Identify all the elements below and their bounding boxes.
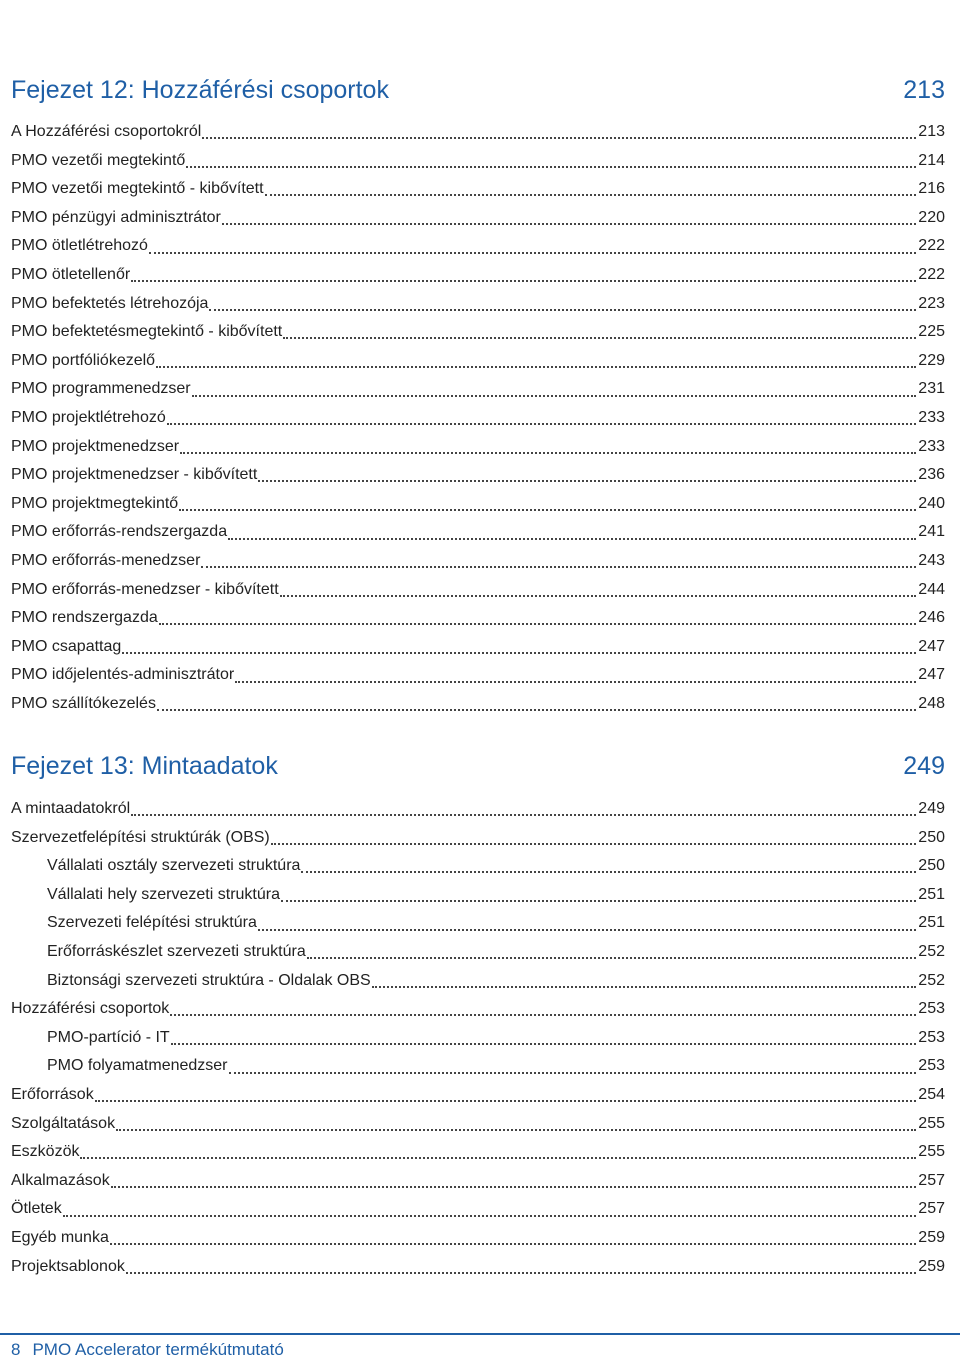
toc-entry[interactable] (11, 576, 945, 605)
toc-entry-page: 252 (918, 971, 945, 989)
toc-entry[interactable] (11, 118, 945, 147)
toc-entry-label: Biztonsági szervezeti struktúra - Oldalak OBS (47, 971, 371, 989)
chapter-title: Fejezet 13: Mintaadatok (11, 752, 278, 780)
toc-entry-page: 252 (918, 942, 945, 960)
chapter-heading[interactable] (11, 76, 945, 105)
dot-leader (301, 871, 916, 873)
dot-leader (265, 194, 917, 196)
toc-entry-page: 247 (918, 637, 945, 655)
dot-leader (209, 309, 916, 311)
toc-entry[interactable] (11, 261, 945, 290)
dot-leader (222, 223, 916, 225)
toc-entry[interactable] (11, 318, 945, 347)
dot-leader (95, 1100, 917, 1102)
dot-leader (159, 623, 917, 625)
toc-entry-label: PMO befektetésmegtekintő - kibővített (11, 323, 283, 341)
dot-leader (192, 395, 917, 397)
toc-entry-page: 250 (918, 857, 945, 875)
toc-entry[interactable] (11, 1110, 945, 1139)
toc-entry[interactable] (11, 661, 945, 690)
dot-leader (258, 480, 916, 482)
toc-entry-label: PMO erőforrás-rendszergazda (11, 523, 228, 541)
toc-entry[interactable] (11, 347, 945, 376)
footer-page-number: 8 (11, 1340, 21, 1359)
toc-entry-page: 259 (918, 1257, 945, 1275)
toc-entry-page: 249 (918, 800, 945, 817)
toc-entry[interactable] (11, 433, 945, 462)
dot-leader (122, 652, 916, 654)
dot-leader (170, 1014, 916, 1016)
toc-entry-label: Projektsablonok (11, 1257, 125, 1275)
toc-entry[interactable] (11, 547, 945, 576)
toc-entry-page: 243 (918, 551, 945, 569)
toc-entry-label: PMO projektmenedzser (11, 437, 180, 455)
dot-leader (131, 814, 916, 816)
toc-entry-label: Erőforráskészlet szervezeti struktúra (47, 942, 306, 960)
toc-entry[interactable] (11, 232, 945, 261)
toc-entry-page: 253 (918, 1028, 945, 1046)
toc-entry-page: 255 (918, 1114, 945, 1132)
page-footer (0, 1326, 960, 1362)
toc-entry-label: A Hozzáférési csoportokról (11, 123, 202, 140)
dot-leader (171, 1043, 917, 1045)
toc-entry[interactable] (11, 147, 945, 176)
toc-entry-list (11, 118, 945, 718)
chapter-heading[interactable] (11, 752, 945, 781)
toc-entry-page: 236 (918, 466, 945, 484)
toc-entry-page: 247 (918, 666, 945, 684)
footer-title: PMO Accelerator termékútmutató (32, 1340, 284, 1359)
toc-entry[interactable] (11, 604, 945, 633)
toc-entry-label: PMO pénzügyi adminisztrátor (11, 208, 221, 226)
toc-entry[interactable] (11, 1081, 945, 1110)
toc-entry[interactable] (11, 995, 945, 1024)
toc-entry[interactable] (11, 633, 945, 662)
footer-text (11, 1340, 284, 1360)
toc-entry-page: 253 (918, 1000, 945, 1018)
toc-entry-label: PMO projektmegtekintő (11, 494, 179, 512)
dot-leader (229, 1072, 917, 1074)
toc-entry-label: PMO időjelentés-adminisztrátor (11, 666, 235, 684)
toc-entry[interactable] (11, 909, 945, 938)
footer-rule (0, 1333, 960, 1335)
toc-entry-page: 222 (918, 265, 945, 283)
dot-leader (201, 566, 916, 568)
toc-entry-page: 244 (918, 580, 945, 598)
dot-leader (116, 1129, 916, 1131)
toc-entry-page: 253 (918, 1057, 945, 1075)
toc-entry-page: 214 (918, 151, 945, 169)
toc-entry[interactable] (11, 1052, 945, 1081)
dot-leader (80, 1157, 916, 1159)
dot-leader (258, 929, 916, 931)
toc-entry-label: PMO ötletellenőr (11, 265, 131, 283)
toc-entry-label: PMO vezetői megtekintő (11, 151, 186, 169)
dot-leader (149, 252, 916, 254)
toc-entry-label: Hozzáférési csoportok (11, 1000, 170, 1018)
toc-entry-label: PMO programmenedzser (11, 380, 191, 398)
toc-entry-page: 248 (918, 694, 945, 712)
toc-entry[interactable] (11, 938, 945, 967)
dot-leader (111, 1186, 917, 1188)
dot-leader (63, 1215, 917, 1217)
toc-entry-page: 220 (918, 208, 945, 226)
dot-leader (157, 709, 916, 711)
toc-entry-label: Alkalmazások (11, 1171, 110, 1189)
toc-entry-label: Szervezetfelépítési struktúrák (OBS) (11, 828, 270, 846)
toc-entry[interactable] (11, 461, 945, 490)
toc-entry[interactable] (11, 518, 945, 547)
toc-entry-label: Eszközök (11, 1143, 80, 1161)
toc-entry-label: PMO-partíció - IT (47, 1028, 170, 1046)
toc-entry-page: 240 (918, 494, 945, 512)
chapter-page: 213 (903, 76, 945, 104)
dot-leader (131, 280, 916, 282)
toc-entry[interactable] (11, 375, 945, 404)
toc-entry-label: Szolgáltatások (11, 1114, 116, 1132)
toc-entry-page: 233 (918, 408, 945, 426)
toc-entry[interactable] (11, 1195, 945, 1224)
toc-entry-page: 259 (918, 1228, 945, 1246)
toc-entry-page: 254 (918, 1085, 945, 1103)
toc-entry-page: 257 (918, 1200, 945, 1218)
toc-entry[interactable] (11, 404, 945, 433)
dot-leader (307, 957, 917, 959)
dot-leader (126, 1272, 916, 1274)
toc-entry-label: Egyéb munka (11, 1228, 109, 1246)
toc-entry-page: 241 (918, 523, 945, 541)
toc-entry-label: A mintaadatokról (11, 800, 131, 817)
toc-entry[interactable] (11, 1224, 945, 1253)
dot-leader (202, 137, 916, 139)
toc-entry-page: 257 (918, 1171, 945, 1189)
toc-entry-label: Vállalati hely szervezeti struktúra (47, 885, 280, 903)
toc-entry[interactable] (11, 967, 945, 996)
dot-leader (180, 452, 916, 454)
toc-entry-label: Szervezeti felépítési struktúra (47, 914, 257, 932)
dot-leader (280, 595, 917, 597)
toc-entry-label: PMO folyamatmenedzser (47, 1057, 228, 1075)
toc-entry-list (11, 795, 945, 1281)
toc-entry[interactable] (11, 204, 945, 233)
toc-entry-label: PMO ötletlétrehozó (11, 237, 148, 255)
toc-entry-page: 255 (918, 1143, 945, 1161)
toc-entry-label: PMO vezetői megtekintő - kibővített (11, 180, 264, 198)
dot-leader (372, 986, 917, 988)
dot-leader (271, 843, 917, 845)
dot-leader (228, 538, 916, 540)
toc-entry[interactable] (11, 290, 945, 319)
dot-leader (281, 900, 916, 902)
toc-entry[interactable] (11, 795, 945, 824)
toc-entry[interactable] (11, 881, 945, 910)
toc-entry-page: 229 (918, 351, 945, 369)
toc-entry[interactable] (11, 490, 945, 519)
toc-entry-page: 246 (918, 609, 945, 627)
toc-entry-label: Ötletek (11, 1200, 62, 1218)
toc-entry-label: PMO csapattag (11, 637, 122, 655)
dot-leader (186, 166, 916, 168)
dot-leader (167, 423, 917, 425)
toc-entry-page: 216 (918, 180, 945, 198)
toc-entry-label: PMO szállítókezelés (11, 694, 156, 712)
toc-entry-page: 251 (918, 885, 945, 903)
dot-leader (283, 337, 916, 339)
toc-entry-page: 222 (918, 237, 945, 255)
toc-entry[interactable] (11, 1138, 945, 1167)
dot-leader (235, 681, 916, 683)
toc-entry-page: 251 (918, 914, 945, 932)
toc-entry[interactable] (11, 1024, 945, 1053)
dot-leader (179, 509, 916, 511)
toc-entry-label: PMO projektmenedzser - kibővített (11, 466, 258, 484)
toc-entry[interactable] (11, 690, 945, 719)
toc-entry[interactable] (11, 852, 945, 881)
toc-entry[interactable] (11, 1167, 945, 1196)
toc-entry-label: Vállalati osztály szervezeti struktúra (47, 857, 301, 875)
toc-entry-label: PMO erőforrás-menedzser (11, 551, 201, 569)
toc-entry-label: PMO portfóliókezelő (11, 351, 156, 369)
toc-entry-label: PMO befektetés létrehozója (11, 294, 209, 312)
toc-entry-page: 233 (918, 437, 945, 455)
toc-entry[interactable] (11, 175, 945, 204)
toc-entry-page: 250 (918, 828, 945, 846)
chapter-title: Fejezet 12: Hozzáférési csoportok (11, 76, 389, 104)
toc-entry-page: 223 (918, 294, 945, 312)
toc-entry-page: 213 (918, 123, 945, 140)
toc-entry[interactable] (11, 1253, 945, 1282)
dot-leader (156, 366, 916, 368)
toc-entry-label: PMO rendszergazda (11, 609, 158, 627)
toc-entry-label: PMO projektlétrehozó (11, 408, 166, 426)
chapter-page: 249 (903, 752, 945, 780)
toc-entry-label: PMO erőforrás-menedzser - kibővített (11, 580, 279, 598)
toc-entry[interactable] (11, 824, 945, 853)
dot-leader (110, 1243, 916, 1245)
toc-entry-label: Erőforrások (11, 1085, 94, 1103)
toc-entry-page: 225 (918, 323, 945, 341)
toc-entry-page: 231 (918, 380, 945, 398)
